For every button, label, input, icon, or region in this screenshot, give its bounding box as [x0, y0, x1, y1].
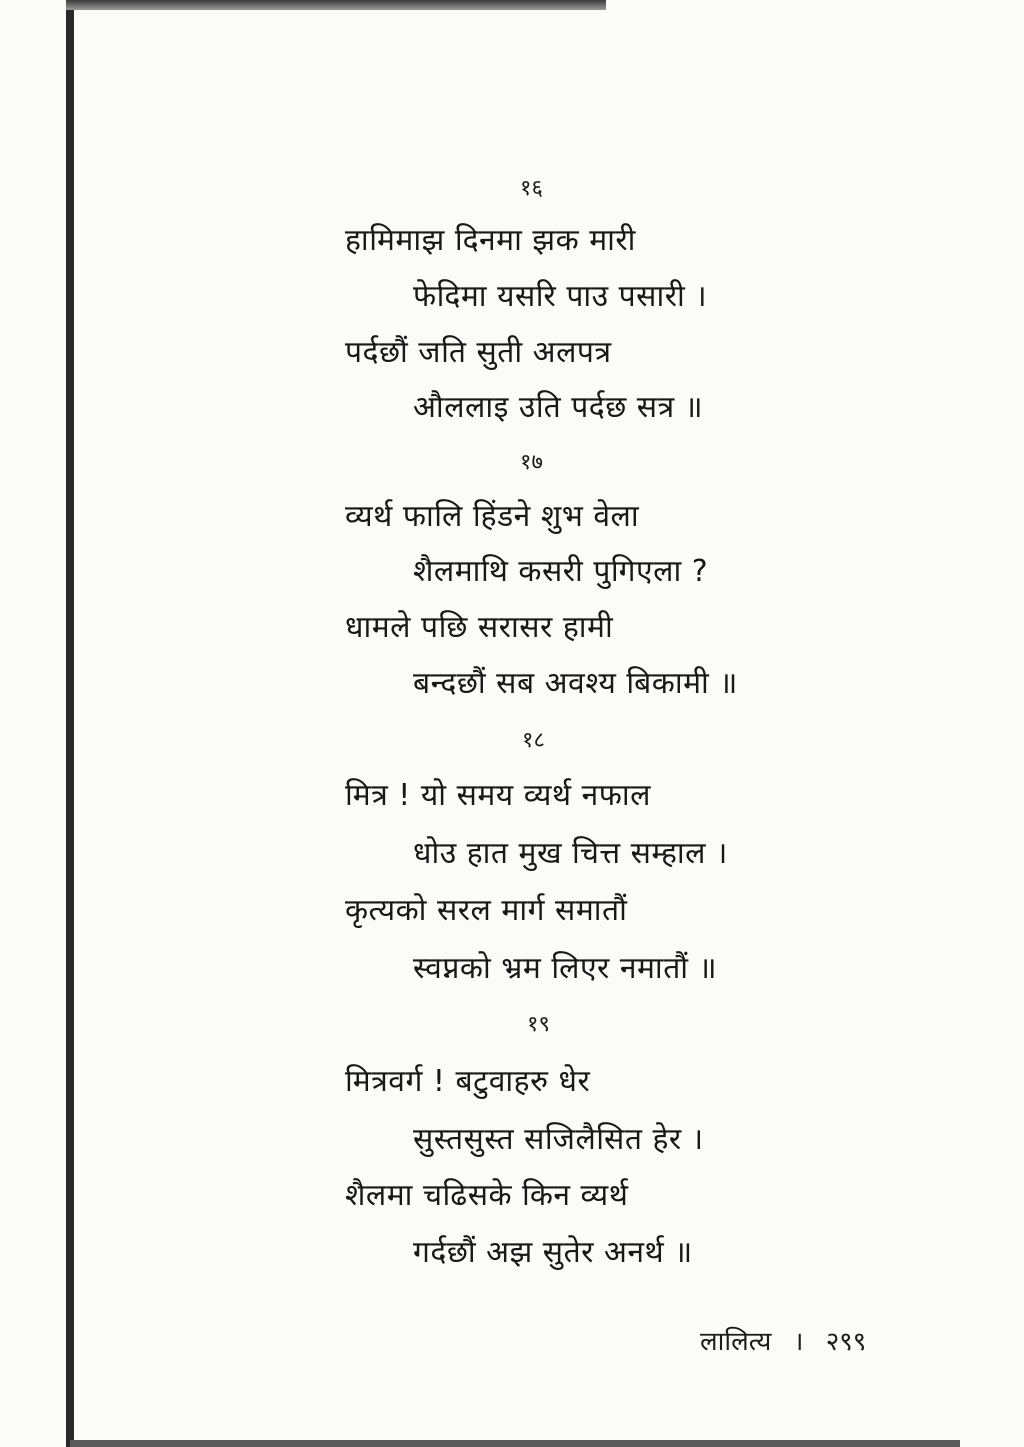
- verse-line: हामिमाझ दिनमा झक मारी: [345, 223, 636, 258]
- verse-line: मित्रवर्ग ! बटुवाहरु धेर: [345, 1064, 591, 1099]
- stanza-number: १९: [527, 1012, 550, 1037]
- verse-line: धामले पछि सरासर हामी: [345, 610, 614, 645]
- verse-line: व्यर्थ फालि हिंडने शुभ वेला: [345, 499, 640, 534]
- stanza-number: १७: [520, 450, 543, 475]
- verse-line: सुस्तसुस्त सजिलैसित हेर ।: [413, 1122, 704, 1157]
- stanza-number: १६: [520, 176, 543, 201]
- verse-line: धोउ हात मुख चित्त सम्हाल ।: [413, 836, 728, 871]
- page-bottom-edge: [70, 1440, 960, 1447]
- verse-line: फेदिमा यसरि पाउ पसारी ।: [413, 279, 708, 314]
- verse-line: शैलमा चढिसके किन व्यर्थ: [345, 1178, 629, 1213]
- page-binding-edge: [66, 0, 74, 1447]
- verse-line: मित्र ! यो समय व्यर्थ नफाल: [345, 778, 651, 813]
- footer-separator: ।: [793, 1327, 804, 1357]
- page-footer: [700, 1322, 866, 1358]
- verse-line: कृत्यको सरल मार्ग समातौं: [345, 893, 628, 928]
- verse-line: गर्दछौं अझ सुतेर अनर्थ ॥: [413, 1235, 693, 1270]
- verse-line: बन्दछौं सब अवश्य बिकामी ॥: [413, 666, 738, 701]
- verse-line: शैलमाथि कसरी पुगिएला ?: [413, 554, 709, 589]
- verse-line: पर्दछौं जति सुती अलपत्र: [345, 335, 612, 370]
- verse-line: स्वप्नको भ्रम लिएर नमातौं ॥: [413, 951, 718, 986]
- page-number: २९९: [825, 1327, 867, 1357]
- stanza-number: १८: [522, 728, 545, 753]
- book-title: लालित्य: [700, 1327, 772, 1357]
- verse-line: औललाइ उति पर्दछ सत्र ॥: [413, 390, 704, 425]
- page-top-shadow: [66, 0, 606, 10]
